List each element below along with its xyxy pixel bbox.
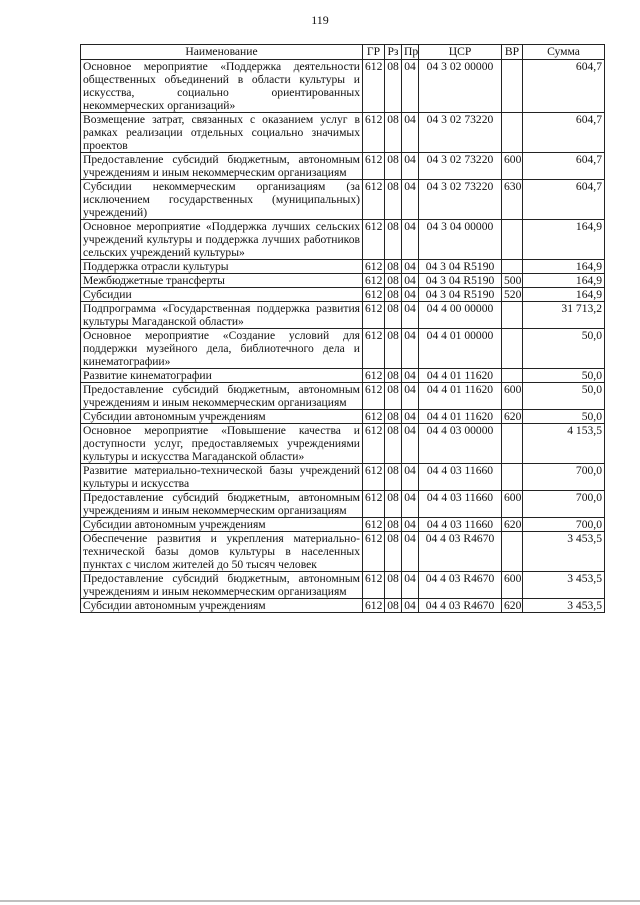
cell-csr: 04 3 04 R5190	[419, 288, 502, 302]
cell-gr: 612	[363, 302, 385, 329]
table-row	[81, 220, 605, 260]
cell-csr: 04 4 03 11660	[419, 491, 502, 518]
cell-rz: 08	[385, 288, 402, 302]
cell-sum: 31 713,2	[523, 302, 605, 329]
cell-name: Основное мероприятие «Создание условий для поддержки музейного дела, библиотечного дела и кинематографии»	[81, 329, 363, 369]
table-row	[81, 464, 605, 491]
cell-name: Развитие кинематографии	[81, 369, 363, 383]
cell-csr: 04 4 01 11620	[419, 369, 502, 383]
cell-csr: 04 3 02 73220	[419, 180, 502, 220]
cell-rz: 08	[385, 220, 402, 260]
cell-csr: 04 4 01 11620	[419, 410, 502, 424]
cell-rz: 08	[385, 180, 402, 220]
cell-sum: 3 453,5	[523, 572, 605, 599]
table-row	[81, 113, 605, 153]
cell-rz: 08	[385, 274, 402, 288]
cell-name: Субсидии автономным учреждениям	[81, 599, 363, 613]
cell-csr: 04 4 01 00000	[419, 329, 502, 369]
cell-gr: 612	[363, 153, 385, 180]
cell-sum: 164,9	[523, 274, 605, 288]
cell-pr: 04	[402, 113, 419, 153]
cell-vr: 520	[502, 288, 523, 302]
cell-gr: 612	[363, 532, 385, 572]
table-row	[81, 180, 605, 220]
cell-name: Предоставление субсидий бюджетным, автономным учреждениям и иным некоммерческим организациям	[81, 572, 363, 599]
table-row	[81, 274, 605, 288]
cell-pr: 04	[402, 491, 419, 518]
table-row	[81, 572, 605, 599]
header-sum: Сумма	[523, 45, 605, 60]
table-row	[81, 491, 605, 518]
cell-gr: 612	[363, 369, 385, 383]
cell-sum: 50,0	[523, 410, 605, 424]
cell-sum: 700,0	[523, 491, 605, 518]
cell-gr: 612	[363, 329, 385, 369]
cell-rz: 08	[385, 599, 402, 613]
cell-sum: 700,0	[523, 464, 605, 491]
cell-pr: 04	[402, 302, 419, 329]
cell-gr: 612	[363, 383, 385, 410]
cell-pr: 04	[402, 410, 419, 424]
cell-sum: 164,9	[523, 260, 605, 274]
cell-gr: 612	[363, 464, 385, 491]
cell-sum: 50,0	[523, 369, 605, 383]
cell-vr	[502, 113, 523, 153]
cell-vr	[502, 424, 523, 464]
cell-csr: 04 3 04 R5190	[419, 274, 502, 288]
cell-sum: 604,7	[523, 60, 605, 113]
cell-gr: 612	[363, 599, 385, 613]
cell-vr: 630	[502, 180, 523, 220]
cell-name: Основное мероприятие «Повышение качества и доступности услуг, предоставляемых учреждениями культуры и искусства Магаданской области»	[81, 424, 363, 464]
table-row	[81, 532, 605, 572]
cell-rz: 08	[385, 518, 402, 532]
table-header-row	[81, 45, 605, 60]
cell-vr	[502, 260, 523, 274]
cell-name: Субсидии автономным учреждениям	[81, 410, 363, 424]
cell-gr: 612	[363, 260, 385, 274]
cell-pr: 04	[402, 274, 419, 288]
table-body	[81, 60, 605, 613]
page-number: 119	[311, 13, 329, 27]
cell-rz: 08	[385, 302, 402, 329]
cell-vr	[502, 464, 523, 491]
cell-sum: 4 153,5	[523, 424, 605, 464]
cell-vr	[502, 302, 523, 329]
cell-pr: 04	[402, 424, 419, 464]
cell-csr: 04 4 03 00000	[419, 424, 502, 464]
cell-pr: 04	[402, 369, 419, 383]
cell-sum: 3 453,5	[523, 532, 605, 572]
cell-gr: 612	[363, 410, 385, 424]
table-row	[81, 410, 605, 424]
cell-vr	[502, 220, 523, 260]
cell-csr: 04 3 02 00000	[419, 60, 502, 113]
cell-csr: 04 4 03 R4670	[419, 599, 502, 613]
cell-vr: 620	[502, 518, 523, 532]
cell-pr: 04	[402, 288, 419, 302]
cell-pr: 04	[402, 60, 419, 113]
cell-vr: 600	[502, 153, 523, 180]
cell-sum: 604,7	[523, 113, 605, 153]
cell-name: Межбюджетные трансферты	[81, 274, 363, 288]
cell-csr: 04 4 00 00000	[419, 302, 502, 329]
cell-sum: 50,0	[523, 383, 605, 410]
cell-rz: 08	[385, 464, 402, 491]
cell-gr: 612	[363, 572, 385, 599]
cell-pr: 04	[402, 532, 419, 572]
cell-vr: 600	[502, 572, 523, 599]
cell-sum: 50,0	[523, 329, 605, 369]
table-row	[81, 302, 605, 329]
cell-name: Предоставление субсидий бюджетным, автономным учреждениям и иным некоммерческим организациям	[81, 383, 363, 410]
cell-gr: 612	[363, 60, 385, 113]
header-gr: ГР	[363, 45, 385, 60]
cell-gr: 612	[363, 274, 385, 288]
cell-name: Субсидии	[81, 288, 363, 302]
cell-vr: 600	[502, 491, 523, 518]
cell-rz: 08	[385, 113, 402, 153]
table-row	[81, 60, 605, 113]
cell-sum: 164,9	[523, 288, 605, 302]
table-row	[81, 329, 605, 369]
cell-sum: 604,7	[523, 180, 605, 220]
cell-vr	[502, 532, 523, 572]
cell-sum: 3 453,5	[523, 599, 605, 613]
table-row	[81, 599, 605, 613]
cell-rz: 08	[385, 60, 402, 113]
cell-gr: 612	[363, 491, 385, 518]
cell-name: Подпрограмма «Государственная поддержка развития культуры Магаданской области»	[81, 302, 363, 329]
cell-csr: 04 4 03 R4670	[419, 572, 502, 599]
cell-gr: 612	[363, 288, 385, 302]
cell-csr: 04 4 03 11660	[419, 518, 502, 532]
cell-vr: 620	[502, 410, 523, 424]
cell-pr: 04	[402, 464, 419, 491]
cell-rz: 08	[385, 153, 402, 180]
cell-pr: 04	[402, 180, 419, 220]
cell-vr	[502, 60, 523, 113]
cell-pr: 04	[402, 518, 419, 532]
cell-pr: 04	[402, 383, 419, 410]
cell-sum: 700,0	[523, 518, 605, 532]
cell-pr: 04	[402, 153, 419, 180]
header-vr: ВР	[502, 45, 523, 60]
cell-csr: 04 4 01 11620	[419, 383, 502, 410]
cell-csr: 04 3 02 73220	[419, 113, 502, 153]
header-name: Наименование	[81, 45, 363, 60]
table-row	[81, 424, 605, 464]
header-rz: Рз	[385, 45, 402, 60]
table-row	[81, 383, 605, 410]
cell-name: Поддержка отрасли культуры	[81, 260, 363, 274]
cell-vr: 620	[502, 599, 523, 613]
cell-rz: 08	[385, 424, 402, 464]
cell-gr: 612	[363, 220, 385, 260]
cell-name: Предоставление субсидий бюджетным, автономным учреждениям и иным некоммерческим организациям	[81, 491, 363, 518]
table-row	[81, 153, 605, 180]
cell-rz: 08	[385, 260, 402, 274]
cell-csr: 04 3 04 00000	[419, 220, 502, 260]
cell-rz: 08	[385, 369, 402, 383]
cell-csr: 04 3 02 73220	[419, 153, 502, 180]
cell-vr	[502, 329, 523, 369]
bottom-divider	[0, 900, 640, 902]
cell-pr: 04	[402, 572, 419, 599]
cell-sum: 164,9	[523, 220, 605, 260]
header-csr: ЦСР	[419, 45, 502, 60]
cell-name: Обеспечение развития и укрепления материально-технической базы домов культуры в населенных пунктах с числом жителей до 50 тысяч человек	[81, 532, 363, 572]
table-row	[81, 260, 605, 274]
cell-rz: 08	[385, 410, 402, 424]
cell-name: Субсидии автономным учреждениям	[81, 518, 363, 532]
table-row	[81, 369, 605, 383]
cell-rz: 08	[385, 572, 402, 599]
cell-rz: 08	[385, 383, 402, 410]
header-pr: Пр	[402, 45, 419, 60]
cell-csr: 04 3 04 R5190	[419, 260, 502, 274]
cell-name: Предоставление субсидий бюджетным, автономным учреждениям и иным некоммерческим организациям	[81, 153, 363, 180]
cell-name: Развитие материально-технической базы учреждений культуры и искусства	[81, 464, 363, 491]
cell-gr: 612	[363, 113, 385, 153]
cell-csr: 04 4 03 R4670	[419, 532, 502, 572]
cell-vr: 500	[502, 274, 523, 288]
cell-rz: 08	[385, 329, 402, 369]
cell-pr: 04	[402, 260, 419, 274]
cell-name: Основное мероприятие «Поддержка деятельности общественных объединений в области культуры и искусства, социально ориентированных некоммерческих организаций»	[81, 60, 363, 113]
budget-table	[80, 44, 605, 613]
cell-name: Возмещение затрат, связанных с оказанием услуг в рамках реализации отдельных социально значимых проектов	[81, 113, 363, 153]
cell-gr: 612	[363, 518, 385, 532]
cell-gr: 612	[363, 180, 385, 220]
cell-rz: 08	[385, 491, 402, 518]
cell-vr: 600	[502, 383, 523, 410]
cell-pr: 04	[402, 599, 419, 613]
cell-rz: 08	[385, 532, 402, 572]
cell-csr: 04 4 03 11660	[419, 464, 502, 491]
cell-name: Субсидии некоммерческим организациям (за исключением государственных (муниципальных) учреждений)	[81, 180, 363, 220]
cell-vr	[502, 369, 523, 383]
cell-gr: 612	[363, 424, 385, 464]
cell-name: Основное мероприятие «Поддержка лучших сельских учреждений культуры и поддержка лучших работников сельских учреждений культуры»	[81, 220, 363, 260]
cell-pr: 04	[402, 329, 419, 369]
table-row	[81, 288, 605, 302]
cell-sum: 604,7	[523, 153, 605, 180]
table-row	[81, 518, 605, 532]
cell-pr: 04	[402, 220, 419, 260]
